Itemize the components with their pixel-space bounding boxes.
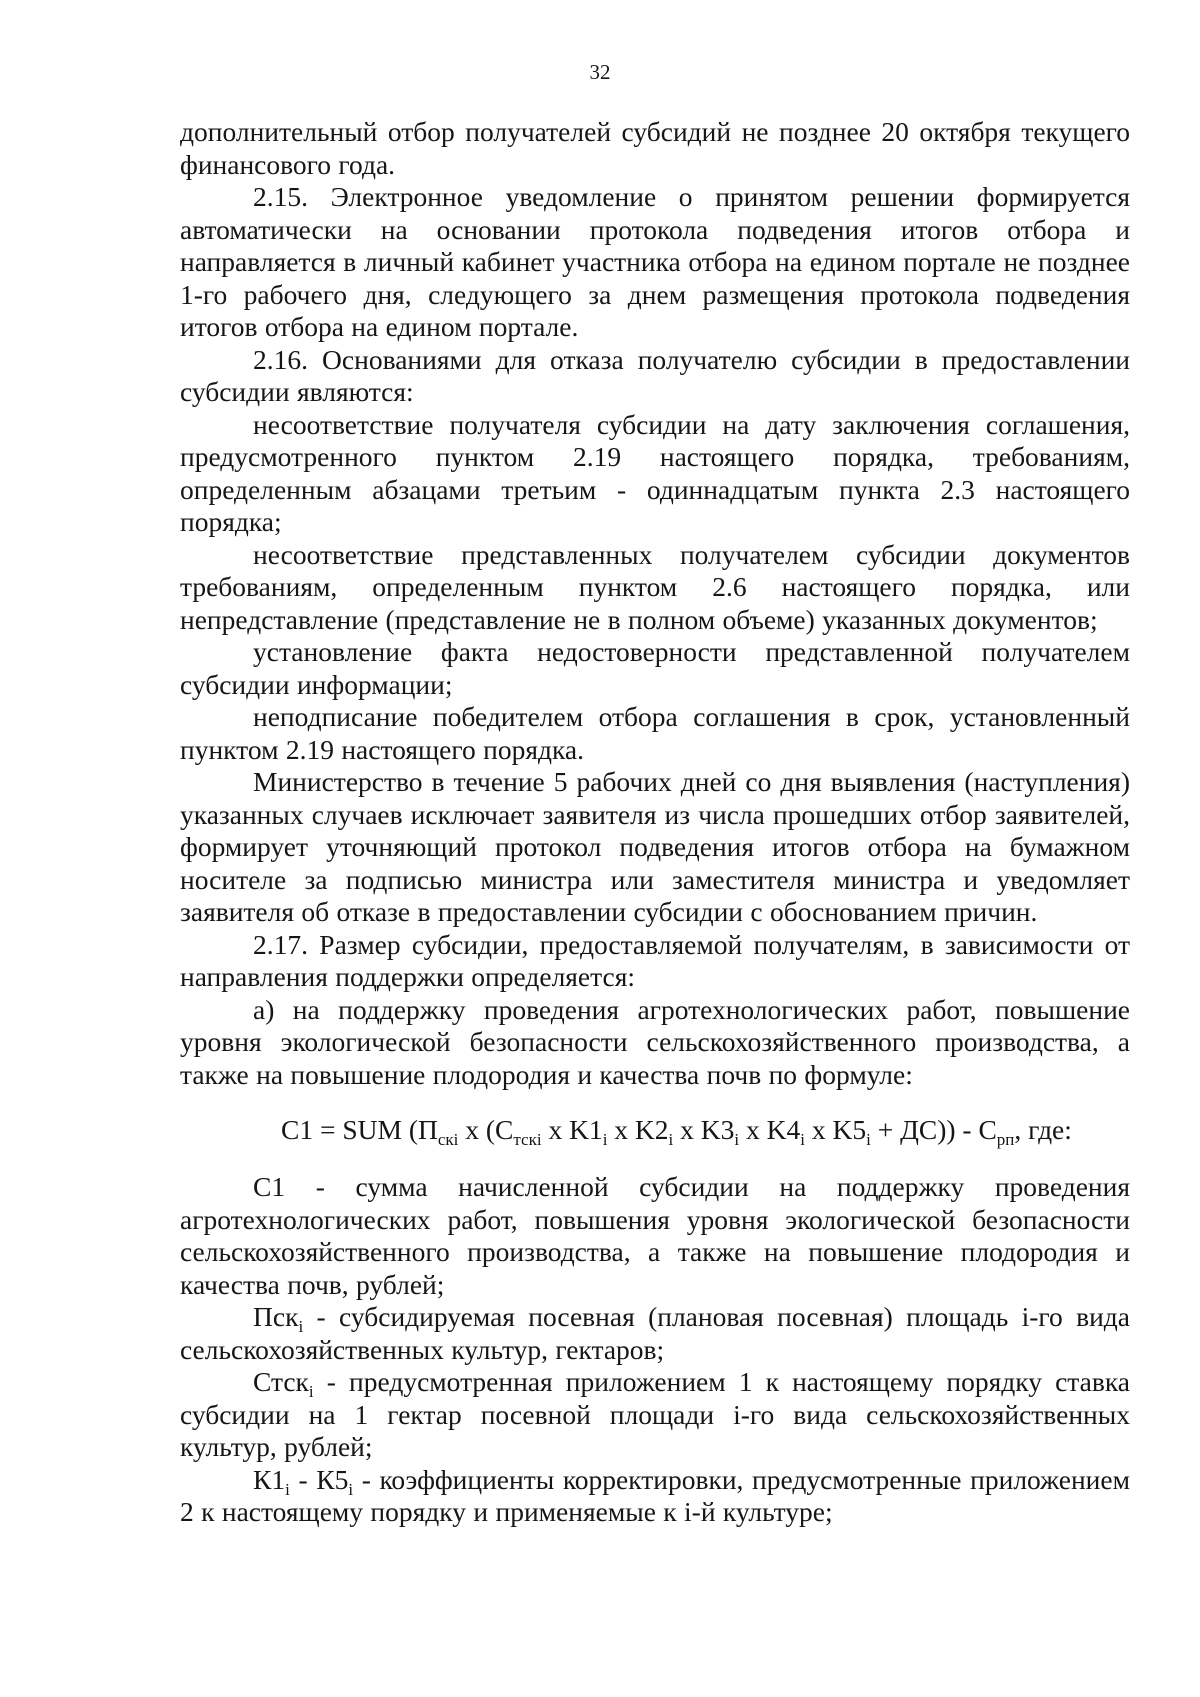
refusal-reason: несоответствие получателя субсидии на дату заключения соглашения, предусмотренного пунктом 2.19 настоящего порядка, требованиям, определенным абзацами третьим - одиннадцатым пункта 2.3 настоящего порядка; — [180, 408, 1130, 537]
paragraph-item-a: а) на поддержку проведения агротехнологических работ, повышение уровня экологической безопасности сельскохозяйственного производства, а также на повышение плодородия и качества почв по формуле: — [180, 993, 1130, 1090]
definition-c1: С1 - сумма начисленной субсидии на поддержку проведения агротехнологических работ, повышения уровня экологической безопасности сельскохозяйственного производства, а также на повышение плодородия и качества почв, рублей; — [180, 1171, 1130, 1300]
definition-psk: Пск$_i$ - субсидируемая посевная (плановая посевная) площадь i-го вида сельскохозяйственных культур, гектаров; — [180, 1301, 1130, 1365]
subsidy-formula: C1 = SUM ($П_{скi}$ x ($C_{тскi}$ x $K1_i$ x $K2_i$ x $K3_i$ x $K4_i$ x $K5_i + ДС)) - C_{рп}$, где: — [281, 1114, 1072, 1149]
paragraph: дополнительный отбор получателей субсидий не позднее 20 октября текущего финансового года. — [180, 116, 1130, 180]
definition-k1-k5: $К1_i - К5_i$ - коэффициенты корректировки, предусмотренные приложением 2 к настоящему порядку и применяемые к i-й культуре; — [180, 1463, 1130, 1527]
definition-stsk: Стск$_i$ - предусмотренная приложением 1 к настоящему порядку ставка субсидии на 1 гектар посевной площади i-го вида сельскохозяйственных культур, рублей; — [180, 1366, 1130, 1462]
ministry-paragraph: Министерство в течение 5 рабочих дней со дня выявления (наступления) указанных случаев исключает заявителя из числа прошедших отбор заявителей, формирует уточняющий протокол подведения итогов отбора на бумажном носителе за подписью министра или заместителя министра и уведомляет заявителя об отказе в предоставлении субсидии с обоснованием причин. — [180, 766, 1130, 927]
document-body — [180, 116, 1130, 1529]
paragraph-2-16: 2.16. Основаниями для отказа получателю субсидии в предоставлении субсидии являются: — [180, 343, 1130, 407]
paragraph-2-15: 2.15. Электронное уведомление о принятом решении формируется автоматически на основании протокола подведения итогов отбора и направляется в личный кабинет участника отбора на едином портале не позднее 1-го рабочего дня, следующего за днем размещения протокола подведения итогов отбора на едином портале. — [180, 181, 1130, 342]
paragraph-2-17: 2.17. Размер субсидии, предоставляемой получателям, в зависимости от направления поддержки определяется: — [180, 928, 1130, 992]
refusal-reason: несоответствие представленных получателем субсидии документов требованиям, определенным пунктом 2.6 настоящего порядка, или непредставление (представление не в полном объеме) указанных документов; — [180, 538, 1130, 635]
refusal-reason: установление факта недостоверности представленной получателем субсидии информации; — [180, 636, 1130, 700]
refusal-reason: неподписание победителем отбора соглашения в срок, установленный пунктом 2.19 настоящего порядка. — [180, 701, 1130, 765]
page-number: 32 — [589, 60, 611, 84]
